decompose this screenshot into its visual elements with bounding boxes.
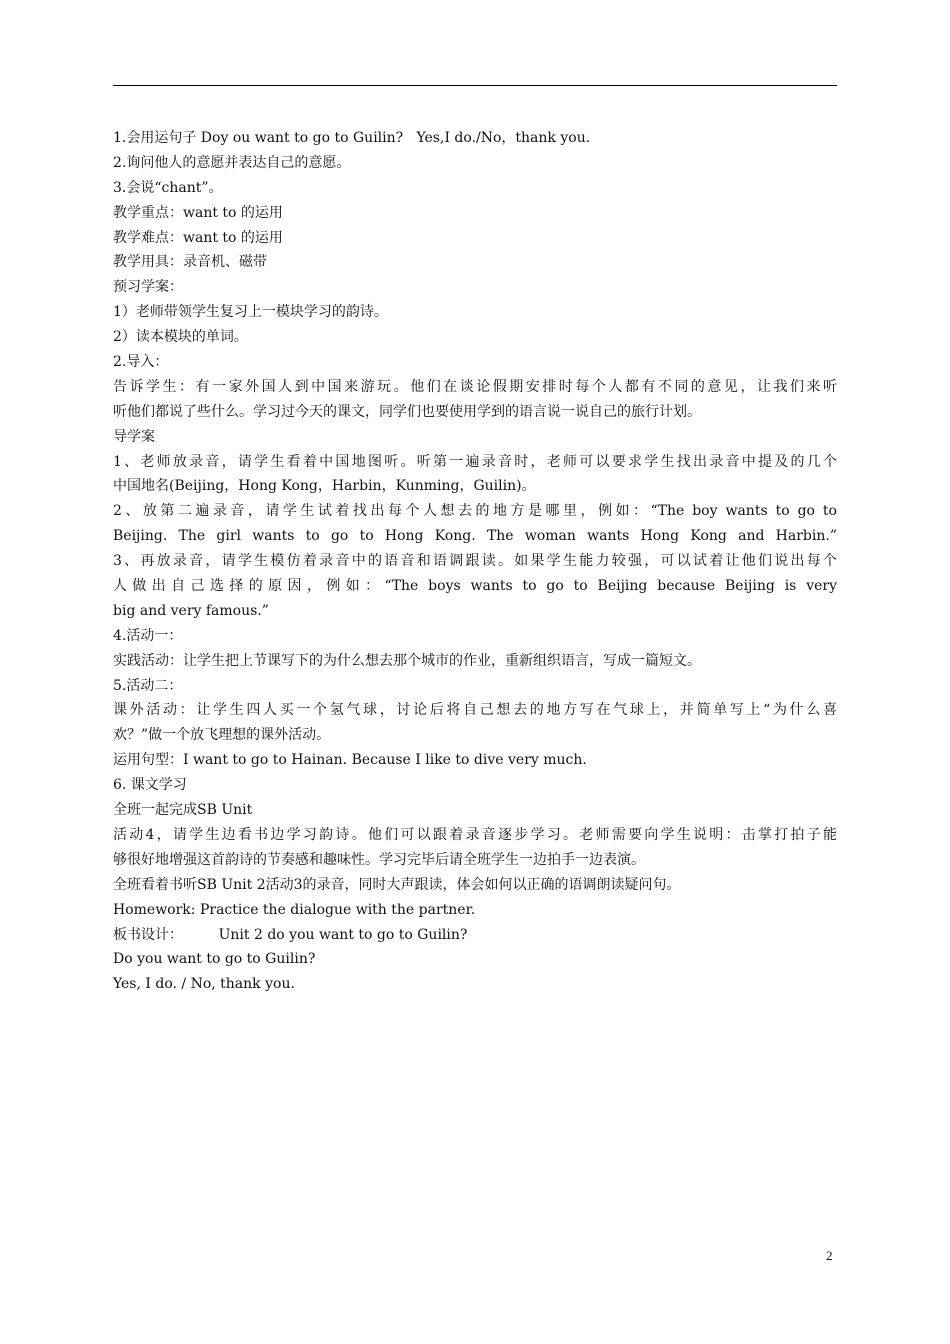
lesson-text-2-a: 活动4，请学生边看书边学习韵诗。他们可以跟着录音逐步学习。老师需要向学生说明：击掌打拍子能 xyxy=(113,826,837,843)
guide-heading: 导学案 xyxy=(113,428,155,445)
objective-3: 3.会说“chant”。 xyxy=(113,179,223,196)
activity-2-text-b: 欢？”做一个放飞理想的课外活动。 xyxy=(113,727,331,744)
lesson-text-2-b: 够很好地增强这首韵诗的节奏感和趣味性。学习完毕后请全班学生一边拍手一边表演。 xyxy=(113,851,645,868)
header-rule xyxy=(113,85,837,86)
guide-step-2-b: Beijing. The girl wants to go to Hong Kong. The woman wants Hong Kong and Harbin.” xyxy=(113,528,837,545)
teaching-tools: 教学用具：录音机、磁带 xyxy=(113,254,267,271)
guide-step-2-a: 2、放第二遍录音，请学生试着找出每个人想去的地方是哪里，例如：“The boy wants to go to xyxy=(113,503,837,520)
preview-step-1: 1）老师带领学生复习上一模块学习的韵诗。 xyxy=(113,304,388,321)
lesson-text-1: 全班一起完成SB Unit xyxy=(113,802,253,819)
objective-2: 2.询问他人的意愿并表达自己的意愿。 xyxy=(113,154,351,171)
sentence-pattern: 运用句型：I want to go to Hainan. Because I like to dive very much. xyxy=(113,752,587,769)
lesson-heading: 6. 课文学习 xyxy=(113,777,187,794)
lesson-text-3: 全班看着书听SB Unit 2活动3的录音，同时大声跟读，体会如何以正确的语调朗读疑问句。 xyxy=(113,876,681,893)
page-number: 2 xyxy=(826,1248,833,1263)
document-body xyxy=(113,126,837,997)
guide-step-3-a: 3、再放录音，请学生模仿着录音中的语音和语调跟读。如果学生能力较强，可以试着让他们说出每个 xyxy=(113,553,837,570)
lead-in-text-1: 告诉学生：有一家外国人到中国来游玩。他们在谈论假期安排时每个人都有不同的意见，让我们来听 xyxy=(113,378,837,395)
teaching-difficulty: 教学难点：want to 的运用 xyxy=(113,229,283,246)
homework: Homework: Practice the dialogue with the partner. xyxy=(113,901,476,918)
preview-heading: 预习学案： xyxy=(113,279,183,296)
activity-1-heading: 4.活动一： xyxy=(113,627,183,644)
guide-step-3-b: 人做出自己选择的原因，例如：“The boys wants to go to Beijing because Beijing is very xyxy=(113,578,837,595)
activity-2-text-a: 课外活动：让学生四人买一个氢气球，讨论后将自己想去的地方写在气球上，并简单写上“为什么喜 xyxy=(113,702,837,719)
board-design: 板书设计： Unit 2 do you want to go to Guilin? xyxy=(113,926,468,943)
teaching-focus: 教学重点：want to 的运用 xyxy=(113,204,283,221)
guide-step-1-a: 1、老师放录音，请学生看着中国地图听。听第一遍录音时，老师可以要求学生找出录音中提及的几个 xyxy=(113,453,837,470)
board-question: Do you want to go to Guilin? xyxy=(113,951,316,968)
board-answer: Yes, I do. / No, thank you. xyxy=(113,976,295,993)
lead-in-text-2: 听他们都说了些什么。学习过今天的课文，同学们也要使用学到的语言说一说自己的旅行计划。 xyxy=(113,403,701,420)
lead-in-heading: 2.导入： xyxy=(113,354,169,371)
activity-2-heading: 5.活动二： xyxy=(113,677,183,694)
activity-1-text: 实践活动：让学生把上节课写下的为什么想去那个城市的作业，重新组织语言，写成一篇短文。 xyxy=(113,652,701,669)
objective-1: 1.会用运句子 Doy ou want to go to Guilin? Yes,I do./No，thank you. xyxy=(113,130,591,146)
guide-step-3-c: big and very famous.” xyxy=(113,602,269,619)
guide-step-1-b: 中国地名(Beijing，Hong Kong，Harbin，Kunming，Guilin)。 xyxy=(113,478,536,495)
preview-step-2: 2）读本模块的单词。 xyxy=(113,329,248,346)
